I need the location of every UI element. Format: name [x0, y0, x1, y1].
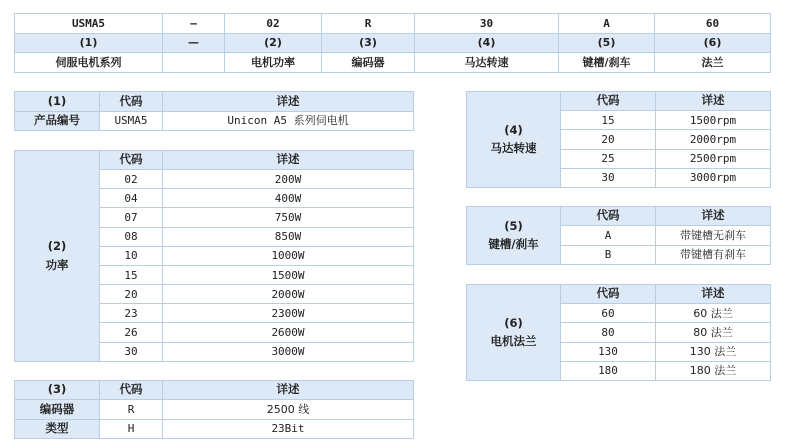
- header-row: [467, 285, 771, 304]
- section-label-cell: [15, 151, 100, 362]
- section-index: (3): [15, 381, 100, 400]
- detail-cell: 400W: [163, 189, 414, 208]
- table-row: [15, 419, 414, 438]
- naming-code-row: [15, 14, 771, 34]
- detail-cell: 1000W: [163, 246, 414, 265]
- section-index: (2): [47, 239, 67, 254]
- code-cell: 30: [561, 168, 656, 187]
- code-cell: 180: [561, 361, 656, 380]
- detail-cell: 180 法兰: [656, 361, 771, 380]
- code-cell: 20: [100, 285, 163, 304]
- code-header: 代码: [100, 92, 163, 112]
- section-label: 类型: [15, 419, 100, 438]
- detail-header: 详述: [163, 92, 414, 112]
- naming-name: 法兰: [655, 53, 771, 73]
- code-cell: 23: [100, 304, 163, 323]
- detail-cell: 2500 线: [163, 400, 414, 419]
- code-cell: 20: [561, 130, 656, 149]
- code-cell: 15: [561, 111, 656, 130]
- encoder-table: [14, 380, 414, 439]
- naming-index: (3): [322, 33, 415, 53]
- code-cell: USMA5: [100, 111, 163, 131]
- naming-code: 60: [655, 14, 771, 34]
- naming-name: 电机功率: [225, 53, 322, 73]
- code-cell: B: [561, 245, 656, 264]
- section-label-cell: [467, 285, 561, 381]
- code-cell: 07: [100, 208, 163, 227]
- code-cell: 04: [100, 189, 163, 208]
- naming-index: (5): [559, 33, 655, 53]
- naming-index: —: [163, 33, 225, 53]
- section-label: 功率: [45, 257, 69, 272]
- section-index: (5): [504, 219, 523, 234]
- product-number-table: [14, 91, 414, 131]
- code-cell: 60: [561, 304, 656, 323]
- detail-cell: 1500rpm: [656, 111, 771, 130]
- code-cell: 02: [100, 170, 163, 189]
- naming-name: 编码器: [322, 53, 415, 73]
- header-row: [15, 151, 414, 170]
- code-header: 代码: [100, 151, 163, 170]
- detail-header: 详述: [163, 381, 414, 400]
- naming-code: —: [163, 14, 225, 34]
- naming-index: (6): [655, 33, 771, 53]
- naming-index: (1): [15, 33, 163, 53]
- detail-cell: 3000W: [163, 342, 414, 361]
- code-cell: 25: [561, 149, 656, 168]
- header-row: [467, 92, 771, 111]
- detail-cell: 带键槽有刹车: [656, 245, 771, 264]
- detail-header: 详述: [163, 151, 414, 170]
- detail-cell: 2000rpm: [656, 130, 771, 149]
- naming-name: 马达转速: [415, 53, 559, 73]
- keyway-brake-table: [466, 206, 771, 265]
- code-header: 代码: [100, 381, 163, 400]
- code-header: 代码: [561, 285, 656, 304]
- power-table: [14, 150, 414, 362]
- code-cell: A: [561, 226, 656, 245]
- detail-cell: 23Bit: [163, 419, 414, 438]
- detail-cell: 750W: [163, 208, 414, 227]
- detail-cell: 60 法兰: [656, 304, 771, 323]
- naming-code: A: [559, 14, 655, 34]
- section-label: 产品编号: [15, 111, 100, 131]
- section-label: 键槽/刹车: [488, 237, 539, 252]
- detail-cell: 带键槽无刹车: [656, 226, 771, 245]
- section-label: 电机法兰: [490, 334, 537, 349]
- detail-header: 详述: [656, 207, 771, 226]
- code-cell: 15: [100, 265, 163, 284]
- naming-index: (2): [225, 33, 322, 53]
- naming-index-row: [15, 33, 771, 53]
- naming-code: 02: [225, 14, 322, 34]
- naming-name-row: [15, 53, 771, 73]
- naming-code: USMA5: [15, 14, 163, 34]
- naming-name: [163, 53, 225, 73]
- motor-flange-table: [466, 284, 771, 381]
- table-row: [15, 111, 414, 131]
- naming-name: 伺服电机系列: [15, 53, 163, 73]
- section-label-cell: [467, 207, 561, 265]
- naming-name: 键槽/刹车: [559, 53, 655, 73]
- section-label-cell: [467, 92, 561, 188]
- header-row: [467, 207, 771, 226]
- code-cell: H: [100, 419, 163, 438]
- detail-cell: 130 法兰: [656, 342, 771, 361]
- detail-cell: 200W: [163, 170, 414, 189]
- detail-cell: 3000rpm: [656, 168, 771, 187]
- detail-header: 详述: [656, 92, 771, 111]
- detail-cell: 2000W: [163, 285, 414, 304]
- detail-cell: 2600W: [163, 323, 414, 342]
- model-naming-table: [14, 13, 771, 73]
- detail-cell: 2300W: [163, 304, 414, 323]
- detail-cell: 1500W: [163, 265, 414, 284]
- naming-code: 30: [415, 14, 559, 34]
- section-index: (4): [504, 123, 523, 138]
- detail-cell: 850W: [163, 227, 414, 246]
- header-row: [15, 92, 414, 112]
- code-header: 代码: [561, 207, 656, 226]
- code-cell: 30: [100, 342, 163, 361]
- header-row: [15, 381, 414, 400]
- section-label: 马达转速: [490, 141, 537, 156]
- code-cell: 130: [561, 342, 656, 361]
- detail-cell: 2500rpm: [656, 149, 771, 168]
- detail-cell: Unicon A5 系列伺电机: [163, 111, 414, 131]
- code-cell: R: [100, 400, 163, 419]
- naming-index: (4): [415, 33, 559, 53]
- table-row: [15, 400, 414, 419]
- naming-code: R: [322, 14, 415, 34]
- code-header: 代码: [561, 92, 656, 111]
- section-label: 编码器: [15, 400, 100, 419]
- code-cell: 10: [100, 246, 163, 265]
- detail-header: 详述: [656, 285, 771, 304]
- section-index: (6): [504, 316, 523, 331]
- code-cell: 80: [561, 323, 656, 342]
- motor-speed-table: [466, 91, 771, 188]
- code-cell: 08: [100, 227, 163, 246]
- section-index: (1): [15, 92, 100, 112]
- code-cell: 26: [100, 323, 163, 342]
- detail-cell: 80 法兰: [656, 323, 771, 342]
